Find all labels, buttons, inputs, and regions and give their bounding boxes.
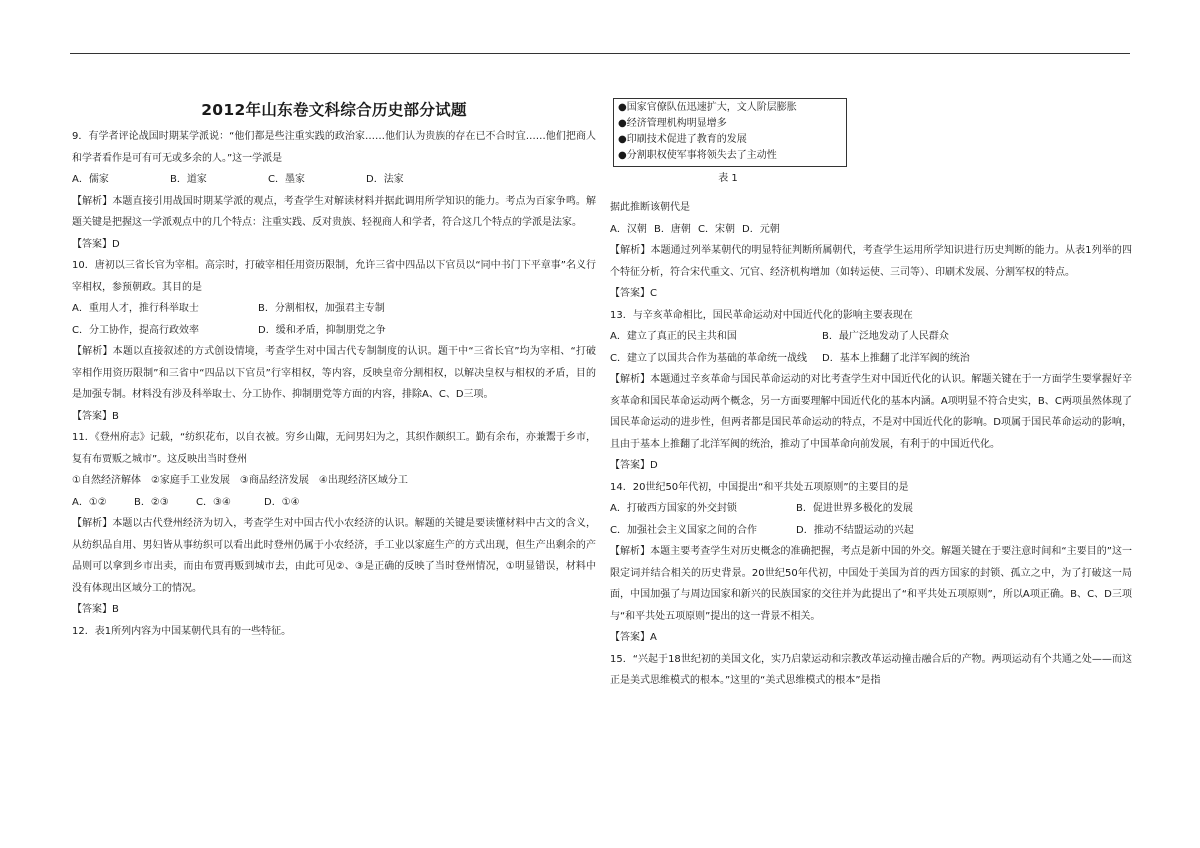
q9-analysis: 【解析】本题直接引用战国时期某学派的观点，考查学生对解读材料并据此调用所学知识的能力。考点为百家争鸣。解题关键是把握这一学派观点中的几个特点：注重实践、反对贵族、轻视商人和学者，符合这几个特点的学派是法家。: [72, 195, 596, 228]
q14-option-d: D．推动不结盟运动的兴起: [796, 524, 914, 536]
q15-stem: 15．“兴起于18世纪初的美国文化，实乃启蒙运动和宗教改革运动撞击融合后的产物。两项运动有个共通之处——而这正是美式思维模式的根本。”这里的“美式思维模式的根本”是指: [610, 653, 1132, 686]
table-row: ●分割职权使军事将领失去了主动性: [618, 150, 777, 161]
q12-analysis: 【解析】本题通过列举某朝代的明显特征判断所属朝代，考查学生运用所学知识进行历史判断的能力。从表1列举的四个特征分析，符合宋代重文、冗官、经济机构增加（如转运使、三司等）、印刷术发展、分割军权的特点。: [610, 245, 1132, 278]
q13-answer: 【答案】D: [610, 460, 658, 471]
q14-options: [610, 498, 1132, 541]
q11-option-d: D．①④: [264, 496, 300, 508]
q9-option-d: D．法家: [366, 174, 404, 185]
q14-option-c: C．加强社会主义国家之间的合作: [610, 524, 757, 536]
q14-stem: 14．20世纪50年代初，中国提出“和平共处五项原则”的主要目的是: [610, 481, 909, 493]
q12-option-d: D．元朝: [742, 223, 780, 235]
q12-question: 据此推断该朝代是: [610, 202, 690, 213]
q9-stem: 9．有学者评论战国时期某学派说：“他们都是些注重实践的政治家……他们认为贵族的存在已不合时宜……他们把商人和学者看作是可有可无或多余的人。”这一学派是: [72, 131, 596, 164]
left-column: [72, 96, 596, 642]
q12-option-a: A．汉朝: [610, 223, 647, 235]
q13-stem: 13．与辛亥革命相比，国民革命运动对中国近代化的影响主要表现在: [610, 309, 913, 321]
table-row: ●国家官僚队伍迅速扩大，文人阶层膨胀: [618, 102, 797, 113]
q14-analysis: 【解析】本题主要考查学生对历史概念的准确把握，考点是新中国的外交。解题关键在于要注意时间和“主要目的”这一限定词并结合相关的历史背景。20世纪50年代初，中国处于美国为首的西方国家的封锁、孤立之中，为了打破这一局面，中国加强了与周边国家和新兴的民族国家的交往并为此提出了“和平共处五项原则”，所以A项正确。B、C、D三项与“和平共处五项原则”提出的这一背景不相关。: [610, 546, 1132, 622]
table-caption: 表 1: [718, 173, 738, 184]
q14-answer: 【答案】A: [610, 632, 657, 643]
q10-option-d: D．缓和矛盾，抑制朋党之争: [258, 324, 386, 336]
q13-option-c: C．建立了以国共合作为基础的革命统一战线: [610, 352, 807, 364]
q9-answer: 【答案】D: [72, 238, 120, 250]
q10-option-b: B．分割相权，加强君主专制: [258, 303, 385, 314]
right-column: [610, 98, 1132, 692]
q10-option-c: C．分工协作，提高行政效率: [72, 324, 199, 336]
q12-stem: 12．表1所列内容为中国某朝代具有的一些特征。: [72, 625, 292, 637]
q13-analysis: 【解析】本题通过辛亥革命与国民革命运动的对比考查学生对中国近代化的认识。解题关键在于一方面学生要掌握好辛亥革命和国民革命运动两个概念，另一方面要理解中国近代化的基本内涵。A项明显不符合史实，B、C两项虽然体现了国民革命运动的进步性，但两者都是国民革命运动的特点，不是对中国近代化的影响。D项属于国民革命运动的影响，且由于基本上推翻了北洋军阀的统治，推动了中国革命向前发展，有利于的中国近代化。: [610, 374, 1132, 450]
q14-option-b: B．促进世界多极化的发展: [796, 503, 913, 514]
q10-analysis: 【解析】本题以直接叙述的方式创设情境，考查学生对中国古代专制制度的认识。题干中“三省长官”均为宰相、“打破宰相作用资历限制”和三省中“四品以下官员”行宰相权，等内容，反映皇帝分割相权，以解决皇权与相权的矛盾，目的是加强专制。材料没有涉及科举取士、分工协作、抑制朋党等方面的内容，排除A、C、D三项。: [72, 346, 596, 400]
q10-options: [72, 298, 596, 341]
q10-option-a: A．重用人才，推行科举取士: [72, 303, 199, 314]
q10-answer: 【答案】B: [72, 410, 119, 422]
q13-option-b: B．最广泛地发动了人民群众: [822, 331, 949, 342]
q13-option-d: D．基本上推翻了北洋军阀的统治: [822, 352, 970, 364]
q11-answer: 【答案】B: [72, 604, 119, 615]
header-rule: [70, 53, 1130, 54]
q12-option-b: B．唐朝: [654, 223, 691, 235]
q14-option-a: A．打破西方国家的外交封锁: [610, 503, 737, 514]
page-title: 2012年山东卷文科综合历史部分试题: [201, 101, 467, 119]
q11-option-b: B．②③: [134, 496, 169, 508]
q9-option-b: B．道家: [170, 174, 207, 185]
q11-choices: ①自然经济解体 ②家庭手工业发展 ③商品经济发展 ④出现经济区域分工: [72, 475, 408, 486]
q13-options: [610, 326, 1132, 369]
q11-stem: 11．《登州府志》记载，“纺织花布，以自衣被。穷乡山陬，无问男妇为之，其织作颇织工。勤有余布，亦兼鬻于乡市，复有布贾贩之城市”。这反映出当时登州: [72, 432, 596, 465]
q13-option-a: A．建立了真正的民主共和国: [610, 331, 737, 342]
q9-option-a: A．儒家: [72, 174, 109, 185]
q9-options: [72, 169, 596, 191]
q9-option-c: C．墨家: [268, 174, 305, 185]
q11-analysis: 【解析】本题以古代登州经济为切入，考查学生对中国古代小农经济的认识。解题的关键是要读懂材料中古文的含义，从纺织品自用、男妇皆从事纺织可以看出此时登州仍属于小农经济，手工业以家庭生产的方式出现，但生产出剩余的产品则可以拿到乡市出卖，而由布贾再贩到城市去，由此可见②、③是正确的反映了当时登州情况，①明显错误，材料中没有体现出区域分工的情况。: [72, 518, 596, 594]
q12-answer: 【答案】C: [610, 288, 657, 299]
q12-option-c: C．宋朝: [698, 223, 735, 235]
table-row: ●印刷技术促进了教育的发展: [618, 134, 747, 145]
q11-options: [72, 492, 596, 514]
q10-stem: 10．唐初以三省长官为宰相。高宗时，打破宰相任用资历限制，允许三省中四品以下官员以“同中书门下平章事”名义行宰相权，参预朝政。其目的是: [72, 260, 596, 293]
q11-option-a: A．①②: [72, 496, 107, 508]
q11-option-c: C．③④: [196, 496, 231, 508]
table-row: ●经济管理机构明显增多: [618, 118, 727, 129]
q12-options: [610, 219, 1132, 241]
feature-table: [613, 98, 847, 167]
